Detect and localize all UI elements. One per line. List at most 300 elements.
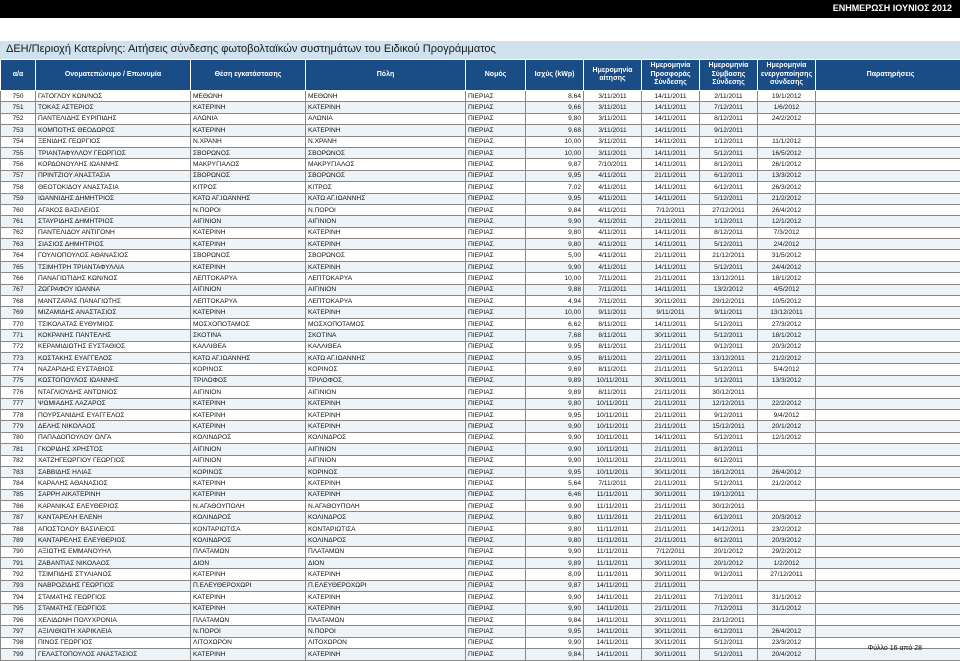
table-cell: 30/12/2011 [700,387,758,398]
table-cell: ΚΑΤΕΡΙΝΗ [306,227,466,238]
table-cell: 788 [1,523,36,534]
column-header: Ημερομηνία αίτησης [584,60,642,91]
table-cell: 9,95 [526,352,584,363]
table-cell: 14/11/2011 [584,649,642,660]
column-header: Ονοματεπώνυμο / Επωνυμία [36,60,191,91]
table-cell: ΣΑΡΡΗ ΑΙΚΑΤΕΡΙΝΗ [36,489,191,500]
table-cell: 3/11/2011 [584,136,642,147]
table-cell: 14/11/2011 [642,159,700,170]
table-cell: 30/12/2011 [700,501,758,512]
table-row [1,296,960,307]
table-cell: 9,90 [526,216,584,227]
table-cell: ΠΑΠΑΔΟΠΟΥΛΟΥ ΟΛΓΑ [36,432,191,443]
table-cell: ΠΙΕΡΙΑΣ [466,182,526,193]
table-cell: 8/11/2011 [584,364,642,375]
table-cell: 8/12/2011 [700,227,758,238]
table-cell: 751 [1,102,36,113]
table-cell: 792 [1,569,36,580]
table-cell: 30/11/2011 [642,375,700,386]
table-cell: ΓΑΤΟΓΛΟΥ ΚΩΝ/ΝΟΣ [36,91,191,102]
table-cell: ΠΙΕΡΙΑΣ [466,273,526,284]
table-cell: 14/12/2011 [700,523,758,534]
table-cell: ΚΑΤΕΡΙΝΗ [191,125,306,136]
table-cell: 781 [1,444,36,455]
table-cell: 1/12/2011 [700,216,758,227]
table-row [1,580,960,591]
table-cell: ΠΙΕΡΙΑΣ [466,455,526,466]
table-row [1,421,960,432]
table-cell: ΠΙΕΡΙΑΣ [466,432,526,443]
table-cell: ΚΟΡΙΝΟΣ [306,466,466,477]
table-cell: 21/11/2011 [642,216,700,227]
column-header: Πόλη [306,60,466,91]
table-cell: 1/12/2011 [700,375,758,386]
table-cell: 24/4/2012 [758,261,816,272]
table-cell: ΑΛΩΝΙΑ [306,113,466,124]
table-cell: 21/11/2011 [642,341,700,352]
table-cell: 1/2/2012 [758,558,816,569]
table-cell: ΠΙΕΡΙΑΣ [466,535,526,546]
table-cell: 31/1/2012 [758,592,816,603]
table-cell: 14/11/2011 [584,626,642,637]
table-cell: 759 [1,193,36,204]
table-cell: 21/11/2011 [642,273,700,284]
table-cell: 9,84 [526,649,584,660]
table-cell [816,478,960,489]
table-cell [816,501,960,512]
table-cell: ΚΑΤΩ ΑΓ.ΙΩΑΝΝΗΣ [306,352,466,363]
table-cell: 30/11/2011 [642,626,700,637]
table-cell: 21/12/2011 [700,250,758,261]
table-cell: 5,00 [526,250,584,261]
table-cell: 29/2/2012 [758,546,816,557]
table-cell: Ν.ΑΓΑΘΟΥΠΟΛΗ [191,501,306,512]
table-cell: ΠΙΕΡΙΑΣ [466,102,526,113]
column-header: Ημερομηνία ενεργοποίησης σύνδεσης [758,60,816,91]
table-cell: 9/12/2011 [700,125,758,136]
table-cell: ΠΙΕΡΙΑΣ [466,512,526,523]
table-cell: ΔΕΛΗΣ ΝΙΚΟΛΑΟΣ [36,421,191,432]
table-cell: ΑΙΓΙΝΙΟΝ [191,387,306,398]
table-cell: 4/5/2012 [758,284,816,295]
table-cell: 8/12/2011 [700,113,758,124]
table-cell [816,444,960,455]
table-cell: ΔΙΟΝ [306,558,466,569]
table-cell: 14/11/2011 [642,182,700,193]
table-cell: ΠΙΕΡΙΑΣ [466,409,526,420]
table-cell [816,387,960,398]
table-row [1,466,960,477]
table-cell: 21/2/2012 [758,352,816,363]
table-row [1,284,960,295]
table-cell: ΠΙΕΡΙΑΣ [466,478,526,489]
table-cell: 9,90 [526,637,584,648]
table-cell: 30/11/2011 [642,649,700,660]
table-cell: Ν.ΧΡΑΝΗ [191,136,306,147]
table-cell: 18/1/2012 [758,273,816,284]
table-row [1,307,960,318]
table-cell: 9,88 [526,284,584,295]
table-cell [816,364,960,375]
table-cell: Π.ΕΛΕΥΘΕΡΟΧΩΡΙ [191,580,306,591]
table-cell: ΠΙΕΡΙΑΣ [466,250,526,261]
table-row [1,170,960,181]
table-cell: Ν.ΑΓΑΘΟΥΠΟΛΗ [306,501,466,512]
table-cell: ΛΕΠΤΟΚΑΡΥΑ [191,273,306,284]
table-cell: 10/11/2011 [584,466,642,477]
table-row [1,592,960,603]
table-cell [816,466,960,477]
table-row [1,125,960,136]
table-row [1,239,960,250]
table-cell: 21/11/2011 [642,580,700,591]
table-cell: 21/2/2012 [758,193,816,204]
table-cell: 21/11/2011 [642,398,700,409]
table-header-row [1,60,960,91]
table-cell: ΝΑΖΑΡΙΔΗΣ ΕΥΣΤΑΘΙΟΣ [36,364,191,375]
table-cell: 770 [1,318,36,329]
table-row [1,409,960,420]
table-cell: 9,90 [526,421,584,432]
table-cell: ΑΙΓΙΝΙΟΝ [191,444,306,455]
table-cell: 9,69 [526,364,584,375]
table-row [1,261,960,272]
table-cell: 22/11/2011 [642,352,700,363]
table-cell [816,409,960,420]
table-cell: 14/11/2011 [642,125,700,136]
table-cell: 7/12/2011 [642,546,700,557]
update-label: ΕΝΗΜΕΡΩΣΗ ΙΟΥΝΙΟΣ 2012 [833,3,952,13]
table-cell: ΠΙΕΡΙΑΣ [466,546,526,557]
table-cell: ΑΓΑΚΟΣ ΒΑΣΙΛΕΙΟΣ [36,204,191,215]
table-cell: ΚΑΤΕΡΙΝΗ [306,307,466,318]
table-cell: ΤΟΚΑΣ ΑΣΤΕΡΙΟΣ [36,102,191,113]
table-cell: Ν.ΠΟΡΟΙ [306,626,466,637]
table-cell: 30/11/2011 [642,466,700,477]
table-cell: ΛΕΠΤΟΚΑΡΥΑ [306,273,466,284]
table-cell: 3/11/2011 [584,125,642,136]
table-cell: 789 [1,535,36,546]
table-cell: 11/1/2012 [758,136,816,147]
table-cell: Ν.ΧΡΑΝΗ [306,136,466,147]
table-cell: ΠΙΕΡΙΑΣ [466,649,526,660]
table-cell: ΠΙΕΡΙΑΣ [466,136,526,147]
table-row [1,159,960,170]
table-cell: 776 [1,387,36,398]
table-cell: 9,80 [526,398,584,409]
table-cell: ΠΙΕΡΙΑΣ [466,558,526,569]
table-cell: 26/4/2012 [758,466,816,477]
table-cell: 23/12/2011 [700,614,758,625]
table-cell: 9,66 [526,102,584,113]
table-cell: 14/11/2011 [584,592,642,603]
table-cell: 6,46 [526,489,584,500]
table-cell: ΑΙΓΙΝΙΟΝ [191,455,306,466]
table-cell: ΚΑΤΕΡΙΝΗ [306,478,466,489]
table-cell: 9,90 [526,432,584,443]
table-cell [816,125,960,136]
table-cell: 4,94 [526,296,584,307]
table-cell [816,546,960,557]
table-cell: 7/11/2011 [584,284,642,295]
table-row [1,535,960,546]
table-cell: 755 [1,147,36,158]
table-cell: 30/11/2011 [642,614,700,625]
table-cell: ΣΒΟΡΩΝΟΣ [191,147,306,158]
table-cell: ΠΙΕΡΙΑΣ [466,125,526,136]
table-cell: 10/11/2011 [584,432,642,443]
table-cell: 6/12/2011 [700,170,758,181]
table-cell: ΚΑΤΕΡΙΝΗ [191,261,306,272]
table-cell: 16/5/2012 [758,147,816,158]
table-row [1,318,960,329]
table-cell: 12/12/2011 [700,398,758,409]
table-cell: 763 [1,239,36,250]
table-cell: ΚΟΝΤΑΡΙΩΤΙΣΑ [306,523,466,534]
table-cell: 7/10/2011 [584,159,642,170]
table-cell: 9,84 [526,204,584,215]
table-cell: ΠΙΕΡΙΑΣ [466,637,526,648]
table-row [1,489,960,500]
table-cell: ΠΙΕΡΙΑΣ [466,603,526,614]
table-cell [816,512,960,523]
table-cell: 21/11/2011 [642,250,700,261]
table-cell: 10/11/2011 [584,421,642,432]
table-cell: 5/12/2011 [700,318,758,329]
table-row [1,91,960,102]
table-cell: ΚΑΛΛΙΘΕΑ [191,341,306,352]
table-cell [816,273,960,284]
table-cell: ΚΑΤΕΡΙΝΗ [191,227,306,238]
table-cell [816,523,960,534]
table-cell: 4/11/2011 [584,216,642,227]
table-row [1,512,960,523]
table-cell: 24/2/2012 [758,113,816,124]
table-cell: 5/12/2011 [700,478,758,489]
table-cell: ΑΙΓΙΝΙΟΝ [191,216,306,227]
table-cell: ΚΑΡΑΛΗΣ ΑΘΑΝΑΣΙΟΣ [36,478,191,489]
table-cell: 13/12/2011 [700,352,758,363]
table-cell [816,432,960,443]
table-cell: 14/11/2011 [642,147,700,158]
table-cell: 13/3/2012 [758,170,816,181]
column-header: Ημερομηνία Σύμβασης Σύνδεσης [700,60,758,91]
table-cell: 761 [1,216,36,227]
table-cell: ΜΟΣΧΟΠΟΤΑΜΟΣ [306,318,466,329]
top-bar [0,0,960,18]
table-cell: ΚΕΡΑΜΙΔΙΩΤΗΣ ΕΥΣΤΑΘΙΟΣ [36,341,191,352]
table-cell: 22/2/2012 [758,398,816,409]
table-cell: 4/11/2011 [584,182,642,193]
table-cell [816,603,960,614]
table-cell: ΚΑΤΕΡΙΝΗ [191,603,306,614]
table-cell: 10,00 [526,136,584,147]
table-cell: ΚΑΤΕΡΙΝΗ [306,261,466,272]
table-cell: 9/12/2011 [700,409,758,420]
table-cell [758,125,816,136]
table-cell: 765 [1,261,36,272]
table-cell: 21/11/2011 [642,455,700,466]
table-cell: 9,95 [526,193,584,204]
table-cell: 20/1/2012 [700,558,758,569]
table-cell: 8/12/2011 [700,444,758,455]
table-cell: 7/11/2011 [584,273,642,284]
table-row [1,603,960,614]
table-cell: 11/11/2011 [584,489,642,500]
table-cell: 757 [1,170,36,181]
table-cell: 772 [1,341,36,352]
table-cell: ΚΑΡΑΝΙΚΑΣ ΕΛΕΥΘΕΡΙΟΣ [36,501,191,512]
table-cell: 771 [1,330,36,341]
table-cell: 775 [1,375,36,386]
table-cell: 5/12/2011 [700,239,758,250]
table-cell: 9,80 [526,523,584,534]
table-cell: 764 [1,250,36,261]
table-cell: 773 [1,352,36,363]
table-cell: 750 [1,91,36,102]
table-cell: ΚΙΤΡΟΣ [191,182,306,193]
table-cell: 2/11/2011 [700,91,758,102]
table-cell: ΠΙΕΡΙΑΣ [466,261,526,272]
table-cell: ΠΑΝΤΕΛΙΔΗΣ ΕΥΡΙΠΙΔΗΣ [36,113,191,124]
table-cell: ΠΙΕΡΙΑΣ [466,216,526,227]
table-cell [816,91,960,102]
table-cell: ΠΡΙΝΤΖΙΟΥ ΑΝΑΣΤΑΣΙΑ [36,170,191,181]
table-row [1,375,960,386]
table-cell: ΚΟΛΙΝΔΡΟΣ [306,432,466,443]
table-cell: 9,90 [526,444,584,455]
table-cell: ΑΞΙΛΙΘΙΩΤΗ ΧΑΡΙΚΛΕΙΑ [36,626,191,637]
table-cell: 7/3/2012 [758,227,816,238]
title-bar [0,41,960,59]
table-cell: 14/11/2011 [642,193,700,204]
table-cell: ΣΤΑΥΡΙΔΗΣ ΔΗΜΗΤΡΙΟΣ [36,216,191,227]
table-row [1,649,960,660]
table-cell: ΚΑΤΕΡΙΝΗ [306,569,466,580]
table-cell: 20/3/2012 [758,535,816,546]
table-row [1,216,960,227]
table-cell: ΠΙΕΡΙΑΣ [466,91,526,102]
table-cell: ΠΙΕΡΙΑΣ [466,387,526,398]
table-cell: ΠΙΕΡΙΑΣ [466,239,526,250]
table-cell: ΑΛΩΝΙΑ [191,113,306,124]
table-cell: ΠΙΕΡΙΑΣ [466,227,526,238]
column-header: Θέση εγκατάστασης [191,60,306,91]
column-header: α/α [1,60,36,91]
table-cell: 9,90 [526,455,584,466]
table-cell: 778 [1,409,36,420]
table-cell: 9/12/2011 [700,341,758,352]
table-cell: 30/11/2011 [642,569,700,580]
table-cell: 9,90 [526,603,584,614]
table-cell: 783 [1,466,36,477]
table-cell: 9,68 [526,125,584,136]
table-cell: 11/11/2011 [584,523,642,534]
table-cell [816,330,960,341]
table-cell [816,147,960,158]
page-title: ΔΕΗ/Περιοχή Κατερίνης: Αιτήσεις σύνδεσης φωτοβολταϊκών συστημάτων του Ειδικού Προγράμματος [6,43,496,55]
table-cell: 5/12/2011 [700,432,758,443]
table-cell: 791 [1,558,36,569]
table-cell: 4/11/2011 [584,239,642,250]
table-cell: 10/11/2011 [584,398,642,409]
table-cell: 6,62 [526,318,584,329]
table-cell: 4/11/2011 [584,170,642,181]
table-cell: ΠΑΝΑΓΙΩΤΙΔΗΣ ΚΩΝ/ΝΟΣ [36,273,191,284]
table-cell: ΚΟΛΙΝΔΡΟΣ [306,512,466,523]
column-header: Ισχύς (kWp) [526,60,584,91]
table-cell: ΓΚΟΡΙΔΗΣ ΧΡΗΣΤΟΣ [36,444,191,455]
table-cell: ΑΙΓΙΝΙΟΝ [306,444,466,455]
table-cell: 782 [1,455,36,466]
table-cell: 774 [1,364,36,375]
table-cell: 14/11/2011 [642,432,700,443]
table-cell: 756 [1,159,36,170]
table-cell: 29/12/2011 [700,296,758,307]
table-cell: 10/11/2011 [584,455,642,466]
table-cell: ΠΛΑΤΑΜΩΝ [191,546,306,557]
table-cell: ΛΙΤΟΧΩΡΟΝ [191,637,306,648]
table-cell: ΚΑΝΤΑΡΕΛΗ ΕΛΕΝΗ [36,512,191,523]
table-cell: 14/11/2011 [584,580,642,591]
table-row [1,113,960,124]
table-cell: 2/4/2012 [758,239,816,250]
table-cell: 3/11/2011 [584,147,642,158]
table-cell: ΚΑΤΕΡΙΝΗ [191,592,306,603]
table-cell: ΠΑΝΤΕΛΙΔΟΥ ΑΝΤΙΓΟΝΗ [36,227,191,238]
table-cell: 21/11/2011 [642,421,700,432]
table-cell: 9,80 [526,512,584,523]
table-cell: 7/12/2011 [700,603,758,614]
table-cell: ΝΤΑΓΛΙΟΥΔΗΣ ΑΝΤΩΝΙΟΣ [36,387,191,398]
table-cell: ΜΙΖΑΜΙΔΗΣ ΑΝΑΣΤΑΣΙΟΣ [36,307,191,318]
table-cell: 27/3/2012 [758,318,816,329]
table-cell: ΚΑΤΕΡΙΝΗ [191,102,306,113]
table-cell: 9,90 [526,592,584,603]
table-cell: ΤΣΙΜΠΙΔΗΣ ΣΤΥΛΙΑΝΟΣ [36,569,191,580]
table-cell: 20/3/2012 [758,512,816,523]
table-cell: ΚΟΡΙΝΟΣ [191,364,306,375]
table-cell [816,535,960,546]
table-cell: Ν.ΠΟΡΟΙ [306,204,466,215]
table-cell: ΚΑΤΕΡΙΝΗ [306,102,466,113]
table-row [1,193,960,204]
table-cell: 14/11/2011 [642,91,700,102]
table-cell: 10/11/2011 [584,375,642,386]
table-row [1,569,960,580]
table-cell: ΚΑΤΕΡΙΝΗ [191,478,306,489]
table-cell: 767 [1,284,36,295]
table-cell: ΚΑΤΕΡΙΝΗ [306,239,466,250]
table-cell [816,250,960,261]
table-cell: 9,89 [526,375,584,386]
table-cell: 9,89 [526,387,584,398]
table-cell: 23/2/2012 [758,523,816,534]
table-cell: 30/11/2011 [642,637,700,648]
table-cell: ΚΟΛΙΝΔΡΟΣ [191,535,306,546]
table-cell: ΚΟΡΙΝΟΣ [191,466,306,477]
table-cell [816,341,960,352]
table-row [1,387,960,398]
table-cell: ΓΟΥΛΙΟΠΟΥΛΟΣ ΑΘΑΝΑΣΙΟΣ [36,250,191,261]
table-cell: 9,80 [526,227,584,238]
table-cell: ΣΤΑΜΑΤΗΣ ΓΕΩΡΓΙΟΣ [36,592,191,603]
table-cell: 21/11/2011 [642,387,700,398]
table-cell: ΚΑΤΕΡΙΝΗ [306,649,466,660]
table-row [1,102,960,113]
table-cell: ΚΑΤΕΡΙΝΗ [306,409,466,420]
table-row [1,444,960,455]
